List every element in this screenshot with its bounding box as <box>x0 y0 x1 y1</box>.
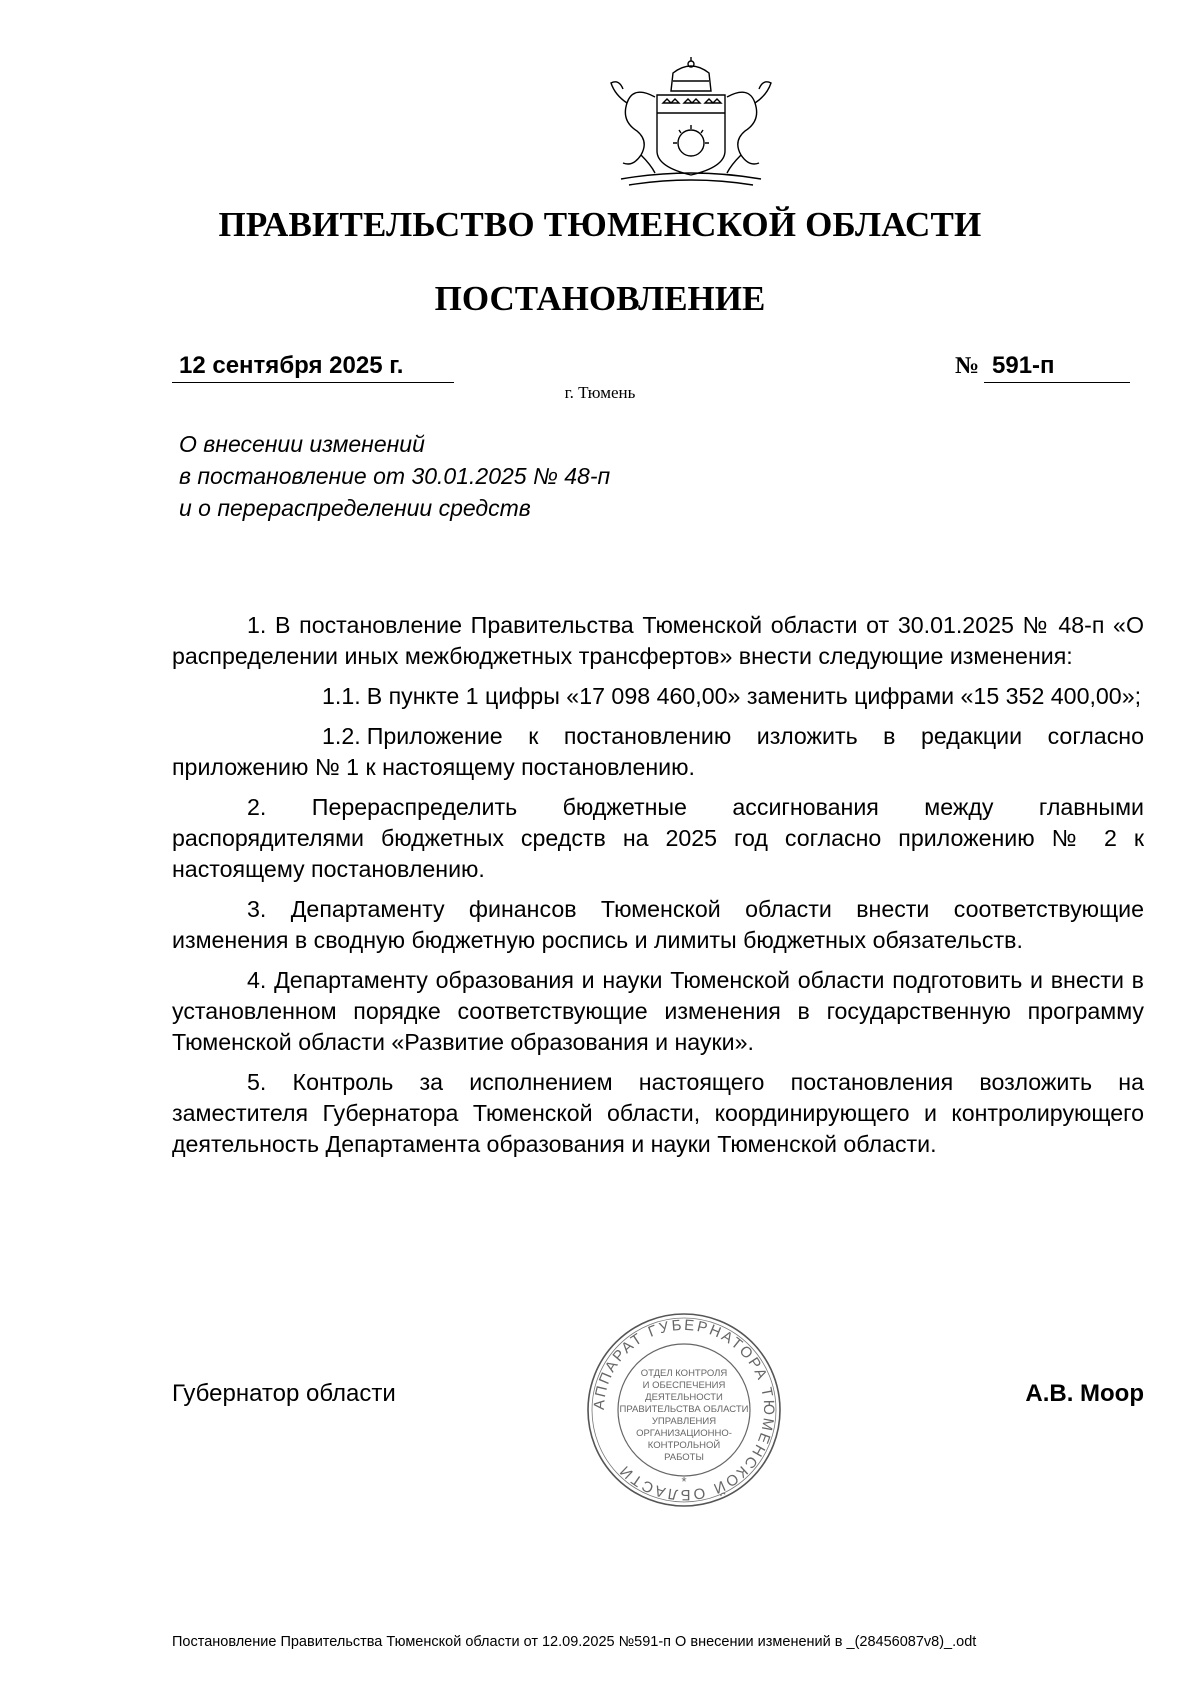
document-type-heading: ПОСТАНОВЛЕНИЕ <box>434 279 766 318</box>
coat-of-arms-emblem <box>593 55 789 188</box>
paragraph-text: Приложение к постановлению изложить в редакции согласно приложению № 1 к настоящему постановлению. <box>172 723 1144 780</box>
paragraph-number: 1.1. <box>322 683 361 709</box>
city-label: г. Тюмень <box>564 383 636 402</box>
official-stamp <box>584 1310 784 1510</box>
subject-line: О внесении изменений <box>179 431 425 457</box>
paragraph-1-1 <box>172 681 1144 712</box>
subject-line: в постановление от 30.01.2025 № 48-п <box>179 463 611 489</box>
stamp-inner-line: И ОБЕСПЕЧЕНИЯ <box>642 1380 726 1391</box>
stamp-outer-text: АППАРАТ ГУБЕРНАТОРА ТЮМЕНСКОЙ ОБЛАСТИ <box>590 1316 778 1504</box>
paragraph-2: 2. Перераспределить бюджетные ассигнования между главными распорядителями бюджетных средств на 2025 год согласно приложению № 2 к настоящему постановлению. <box>172 794 1144 882</box>
document-number: 591-п <box>984 350 1130 383</box>
stamp-inner-line: ОТДЕЛ КОНТРОЛЯ <box>640 1368 728 1379</box>
stamp-inner-line: РАБОТЫ <box>664 1452 704 1463</box>
signatory-name: А.В. Моор <box>1025 1380 1144 1407</box>
stamp-inner-line: ПРАВИТЕЛЬСТВА ОБЛАСТИ <box>619 1404 749 1415</box>
paragraph-1: 1. В постановление Правительства Тюменской области от 30.01.2025 № 48-п «О распределении иных межбюджетных трансфертов» внести следующие изменения: <box>172 612 1144 669</box>
paragraph-5: 5. Контроль за исполнением настоящего постановления возложить на заместителя Губернатора Тюменской области, координирующего и контролирующего деятельность Департамента образования и науки Тюменской области. <box>172 1069 1144 1157</box>
paragraph-text: В пункте 1 цифры «17 098 460,00» заменить цифрами «15 352 400,00»; <box>366 683 1142 709</box>
paragraph-1-2 <box>172 721 1144 783</box>
paragraph-3: 3. Департаменту финансов Тюменской области внести соответствующие изменения в сводную бюджетную роспись и лимиты бюджетных обязательств. <box>172 896 1144 953</box>
stamp-inner-line: КОНТРОЛЬНОЙ <box>647 1440 721 1451</box>
document-date: 12 сентября 2025 г. <box>172 350 454 383</box>
paragraph-4: 4. Департаменту образования и науки Тюменской области подготовить и внести в установленном порядке соответствующие изменения в государственную программу Тюменской области «Развитие образования и науки». <box>172 967 1144 1055</box>
stamp-inner-line: УПРАВЛЕНИЯ <box>651 1416 717 1427</box>
signatory-title: Губернатор области <box>172 1380 396 1407</box>
file-footer: Постановление Правительства Тюменской области от 12.09.2025 №591-п О внесении изменений в _(28456087v8)_.odt <box>172 1634 977 1650</box>
stamp-inner-line: ДЕЯТЕЛЬНОСТИ <box>645 1392 723 1403</box>
stamp-inner-line: ОРГАНИЗАЦИОННО- <box>636 1428 732 1439</box>
number-sign: № <box>955 353 980 379</box>
document-body <box>172 610 1144 1169</box>
organization-title: ПРАВИТЕЛЬСТВО ТЮМЕНСКОЙ ОБЛАСТИ <box>218 205 982 244</box>
stamp-star-icon: * <box>681 1474 687 1489</box>
document-subject <box>179 428 739 524</box>
subject-line: и о перераспределении средств <box>179 495 531 521</box>
paragraph-number: 1.2. <box>322 723 361 749</box>
